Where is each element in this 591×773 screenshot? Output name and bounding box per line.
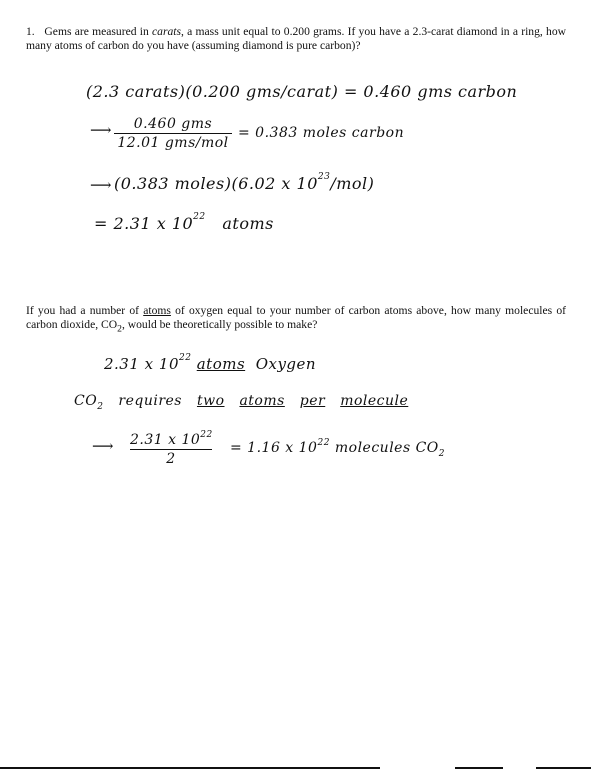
fraction-denominator: 2 xyxy=(166,451,176,467)
solution2-answer: = 1.16 x $10^{22}$ molecules $CO_2$ xyxy=(230,438,446,459)
solution1-line3: (0.383 moles)(6.02 x $10^{23}/mol$) xyxy=(114,172,375,193)
question-number: 1. xyxy=(26,25,35,38)
solution1-moles-result: = 0.383 moles carbon xyxy=(238,125,405,141)
fraction-numerator: 2.31 x $10^{22}$ xyxy=(130,430,213,448)
arrow-icon: ⟶ xyxy=(90,176,113,194)
solution2-line2: $CO_2$ requires two atoms per molecule xyxy=(74,393,409,412)
solution2-line1: 2.31 x $10^{22}$ atoms Oxygen xyxy=(104,353,317,373)
bottom-rule xyxy=(0,767,380,769)
solution1-answer: = 2.31 x $10^{22}$ atoms xyxy=(94,212,274,233)
solution2-fraction xyxy=(130,432,212,467)
question-1-text: 1. Gems are measured in carats, a mass unit equal to 0.200 grams. If you have a 2.3-carat diamond in a ring, how many atoms of carbon do you have (assuming diamond is pure carbon)? xyxy=(26,25,566,52)
arrow-icon: ⟶ xyxy=(90,121,113,139)
bottom-rule xyxy=(455,767,503,769)
fraction-denominator: 12.01 gms/mol xyxy=(117,135,229,151)
question-2-text: If you had a number of atoms of oxygen equal to your number of carbon atoms above, how many molecules of carbon dioxide, $CO_2$, would be theoretically possible to make? xyxy=(26,304,566,334)
bottom-rule xyxy=(536,767,591,769)
solution1-line1: (2.3 carats)(0.200 gms/carat) = 0.460 gms carbon xyxy=(86,82,518,101)
solution1-fraction xyxy=(114,116,232,151)
arrow-icon: ⟶ xyxy=(92,437,115,455)
fraction-numerator: 0.460 gms xyxy=(133,116,213,132)
